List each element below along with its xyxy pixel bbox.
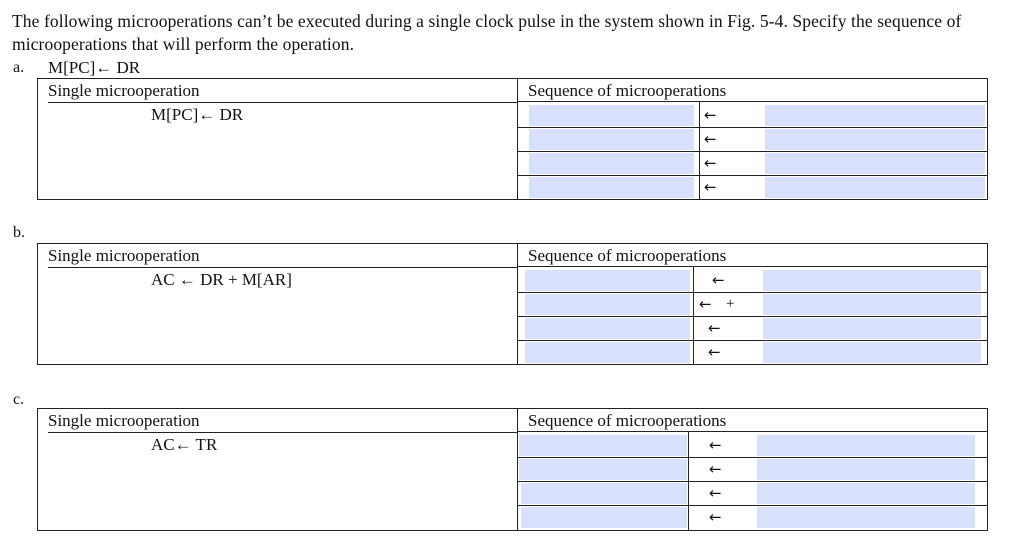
arrow-icon: ← [704, 178, 717, 196]
seq-b-2-dest[interactable] [525, 294, 690, 315]
arrow-icon: ← [704, 154, 717, 172]
single-microoperation-header: Single microoperation [48, 409, 518, 433]
seq-a-2-dest[interactable] [529, 129, 694, 150]
problem-b-operation: AC ← DR + M[AR] [151, 270, 292, 289]
arrow-icon: ← [704, 130, 717, 148]
seq-b-2-source[interactable] [763, 294, 981, 315]
sequence-header: Sequence of microoperations [517, 244, 987, 267]
seq-b-1-dest[interactable] [525, 270, 690, 291]
seq-a-1-dest[interactable] [529, 105, 694, 126]
seq-b-4-dest[interactable] [525, 342, 690, 363]
problem-a-table [37, 78, 988, 200]
arrow-icon: ← [709, 484, 722, 502]
problem-a-operation: M[PC]← DR [151, 105, 244, 124]
seq-b-1-source[interactable] [763, 270, 981, 291]
seq-a-4-source[interactable] [765, 177, 985, 198]
arrow-icon: ← [699, 295, 712, 313]
sequence-header: Sequence of microoperations [517, 79, 987, 102]
problem-c-operation: AC← TR [151, 435, 218, 454]
instructions-text: The following microoperations can’t be executed during a single clock pulse in the system shown in Fig. 5-4. Specify the sequence of microoperations that will perform the operation. [12, 11, 962, 54]
seq-b-3-dest[interactable] [525, 318, 690, 339]
arrow-icon: ← [704, 106, 717, 124]
seq-a-3-dest[interactable] [529, 153, 694, 174]
single-microoperation-header: Single microoperation [48, 79, 518, 103]
problem-b-label: b. [13, 224, 25, 241]
sequence-header: Sequence of microoperations [517, 409, 987, 432]
seq-c-4-dest[interactable] [521, 507, 687, 528]
problem-c-label: c. [13, 391, 25, 408]
seq-c-2-source[interactable] [757, 459, 975, 480]
problem-c-table [37, 408, 988, 531]
seq-b-3-source[interactable] [763, 318, 981, 339]
arrow-icon: ← [708, 343, 721, 361]
problem-a-title: M[PC]← DR [48, 58, 141, 77]
seq-c-3-source[interactable] [757, 483, 975, 504]
seq-a-2-source[interactable] [765, 129, 985, 150]
arrow-icon: ← [709, 460, 722, 478]
seq-c-2-dest[interactable] [519, 459, 687, 480]
seq-c-1-dest[interactable] [519, 435, 687, 456]
seq-a-3-source[interactable] [765, 153, 985, 174]
problem-b-table [37, 243, 988, 365]
arrow-icon: ← [712, 271, 725, 289]
seq-c-1-source[interactable] [757, 435, 975, 456]
arrow-icon: ← [708, 319, 721, 337]
seq-a-4-dest[interactable] [529, 177, 694, 198]
seq-c-4-source[interactable] [757, 507, 975, 528]
plus-sign: + [726, 296, 735, 312]
single-microoperation-header: Single microoperation [48, 244, 518, 268]
seq-a-1-source[interactable] [765, 105, 985, 126]
arrow-icon: ← [709, 436, 722, 454]
arrow-icon: ← [709, 508, 722, 526]
seq-c-3-dest[interactable] [521, 483, 687, 504]
seq-b-4-source[interactable] [763, 342, 981, 363]
problem-a-label: a. [13, 59, 25, 76]
